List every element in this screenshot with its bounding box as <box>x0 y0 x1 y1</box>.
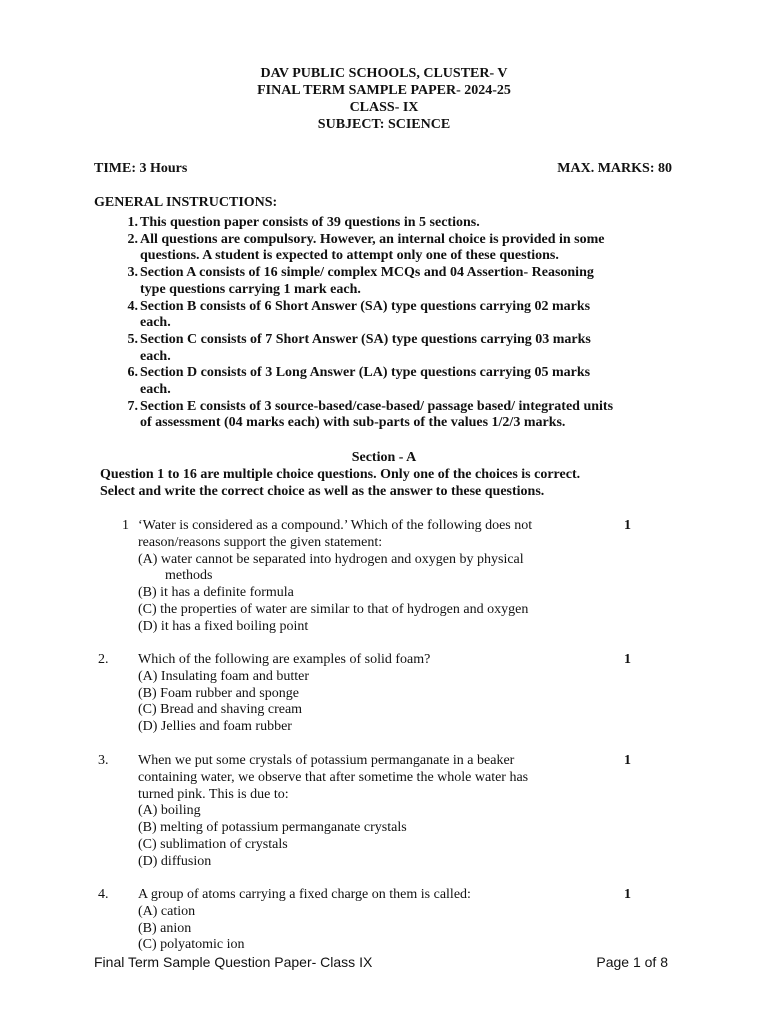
instruction-line: questions. A student is expected to attempt only one of these questions. <box>140 248 559 264</box>
question-marks: 1 <box>624 518 631 533</box>
instruction-item <box>94 265 674 298</box>
time-label: TIME: 3 Hours <box>94 161 188 176</box>
question-marks: 1 <box>624 652 631 667</box>
question-body <box>138 887 578 954</box>
instruction-line: Section C consists of 7 Short Answer (SA) type questions carrying 03 marks <box>140 331 591 347</box>
option-c: (C) Bread and shaving cream <box>138 702 303 718</box>
question-body <box>138 652 578 736</box>
question-stem-line: Which of the following are examples of solid foam? <box>138 652 431 667</box>
exam-title: FINAL TERM SAMPLE PAPER- 2024-25 <box>257 83 511 98</box>
question-stem-line: turned pink. This is due to: <box>138 786 289 802</box>
subject-label: SUBJECT: SCIENCE <box>317 117 451 132</box>
class-label: CLASS- IX <box>349 100 419 115</box>
instruction-text <box>140 299 674 332</box>
instruction-line: each. <box>140 315 171 331</box>
option-a: (A) cation <box>138 903 196 919</box>
option-b: (B) it has a definite formula <box>138 585 294 601</box>
school-name: DAV PUBLIC SCHOOLS, CLUSTER- V <box>260 66 508 81</box>
instruction-text <box>140 265 674 298</box>
instruction-item <box>94 365 674 398</box>
option-d: (D) Jellies and foam rubber <box>138 719 292 735</box>
instruction-number: 3. <box>127 265 138 281</box>
option-b: (B) anion <box>138 920 192 936</box>
option-b: (B) Foam rubber and sponge <box>138 685 299 701</box>
question-number: 1 <box>122 518 129 533</box>
page-number: Page 1 of 8 <box>596 954 668 970</box>
general-instructions-list <box>94 215 674 432</box>
instruction-text <box>140 365 674 398</box>
question-stem-line: reason/reasons support the given statement: <box>138 534 383 550</box>
option-a: (A) boiling <box>138 803 201 819</box>
instruction-line: All questions are compulsory. However, an internal choice is provided in some <box>140 231 605 247</box>
question-body <box>138 753 578 871</box>
instruction-number: 2. <box>127 231 138 247</box>
instruction-line: This question paper consists of 39 questions in 5 sections. <box>140 215 480 230</box>
question-number: 4. <box>98 887 109 902</box>
option-c: (C) the properties of water are similar to that of hydrogen and oxygen <box>138 601 529 617</box>
question-stem-line: containing water, we observe that after sometime the whole water has <box>138 769 529 785</box>
instruction-text <box>140 232 674 265</box>
instruction-item <box>94 299 674 332</box>
instruction-line: Section A consists of 16 simple/ complex MCQs and 04 Assertion- Reasoning <box>140 265 594 281</box>
instruction-number: 4. <box>127 298 138 314</box>
general-instructions-title: GENERAL INSTRUCTIONS: <box>94 195 278 210</box>
instruction-number: 5. <box>127 331 138 347</box>
section-a-intro <box>100 467 680 500</box>
question-marks: 1 <box>624 887 631 902</box>
question-body <box>138 518 578 636</box>
instruction-text <box>140 215 674 232</box>
section-a-intro-line: Question 1 to 16 are multiple choice questions. Only one of the choices is correct. <box>100 467 581 482</box>
option-a: (A) Insulating foam and butter <box>138 668 310 684</box>
instruction-line: of assessment (04 marks each) with sub-parts of the values 1/2/3 marks. <box>140 415 566 431</box>
option-d: (D) diffusion <box>138 853 212 869</box>
question-number: 2. <box>98 652 109 667</box>
option-a-continuation: methods <box>165 568 213 584</box>
instruction-line: Section E consists of 3 source-based/case-based/ passage based/ integrated units <box>140 398 614 414</box>
document-header <box>0 65 768 133</box>
question-marks: 1 <box>624 753 631 768</box>
instruction-item <box>94 215 674 232</box>
question-stem-line: When we put some crystals of potassium permanganate in a beaker <box>138 753 515 768</box>
instruction-number: 6. <box>127 365 138 381</box>
footer-title: Final Term Sample Question Paper- Class IX <box>94 954 373 970</box>
instruction-number: 1. <box>127 215 138 230</box>
instruction-line: each. <box>140 382 171 398</box>
instruction-line: Section D consists of 3 Long Answer (LA) type questions carrying 05 marks <box>140 365 591 381</box>
instruction-line: each. <box>140 348 171 364</box>
instruction-item <box>94 232 674 265</box>
option-d: (D) it has a fixed boiling point <box>138 618 309 634</box>
instruction-item <box>94 332 674 365</box>
question-stem-line: ‘Water is considered as a compound.’ Which of the following does not <box>138 518 533 533</box>
instruction-number: 7. <box>127 398 138 414</box>
section-a-title: Section - A <box>351 450 417 465</box>
max-marks-label: MAX. MARKS: 80 <box>557 161 672 176</box>
option-b: (B) melting of potassium permanganate crystals <box>138 820 407 836</box>
option-c: (C) polyatomic ion <box>138 937 245 953</box>
instruction-item <box>94 399 674 432</box>
option-c: (C) sublimation of crystals <box>138 836 288 852</box>
instruction-line: type questions carrying 1 mark each. <box>140 281 361 297</box>
instruction-line: Section B consists of 6 Short Answer (SA) type questions carrying 02 marks <box>140 298 591 314</box>
section-a-intro-line: Select and write the correct choice as well as the answer to these questions. <box>100 483 545 499</box>
question-number: 3. <box>98 753 109 768</box>
instruction-text <box>140 399 674 432</box>
question-stem-line: A group of atoms carrying a fixed charge on them is called: <box>138 887 471 902</box>
option-a: (A) water cannot be separated into hydrogen and oxygen by physical <box>138 551 524 567</box>
instruction-text <box>140 332 674 365</box>
